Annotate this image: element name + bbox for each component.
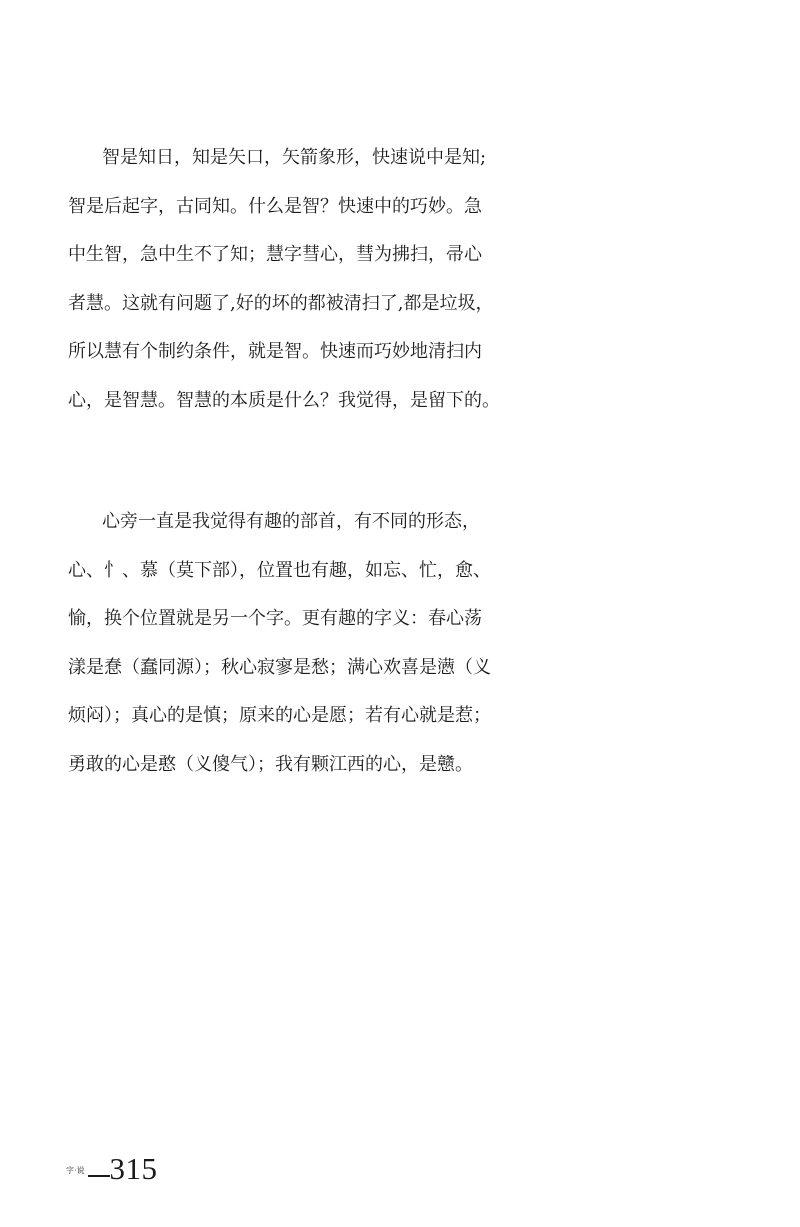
paragraph-wisdom (68, 134, 500, 425)
text-line: 心，是智慧。智慧的本质是什么？我觉得，是留下的。 (68, 389, 500, 411)
book-title: 字·说 (66, 1166, 85, 1175)
text-line: 中生智，急中生不了知；慧字彗心，彗为拂扫，帚心 (68, 244, 482, 265)
text-line: 勇敢的心是憨（义傻气）；我有颗江西的心，是戆。 (68, 753, 473, 775)
page-number: 315 (109, 1151, 158, 1186)
text-line: 烦闷）；真心的是慎；原来的心是愿；若有心就是惹； (68, 705, 491, 726)
page-footer (66, 1146, 158, 1186)
text-line: 漾是惷（蠢同源）；秋心寂寥是愁；满心欢喜是懑（义 (68, 656, 491, 678)
text-line: 愉，换个位置就是另一个字。更有趣的字义：春心荡 (68, 608, 482, 629)
paragraph-heart-radical (68, 498, 491, 789)
text-line: 心旁一直是我觉得有趣的部首，有不同的形态， (102, 511, 480, 532)
text-line: 所以慧有个制约条件，就是智。快速而巧妙地清扫内 (68, 341, 482, 362)
text-line: 智是后起字，古同知。什么是智？快速中的巧妙。急 (68, 195, 482, 217)
footer-rule (88, 1175, 110, 1177)
text-line: 者慧。这就有问题了,好的坏的都被清扫了,都是垃圾， (68, 292, 494, 314)
text-line: 智是知日，知是矢口，矢箭象形，快速说中是知; (102, 147, 487, 168)
text-line: 心、忄、慕（莫下部），位置也有趣，如忘、忙，愈、 (68, 559, 491, 581)
